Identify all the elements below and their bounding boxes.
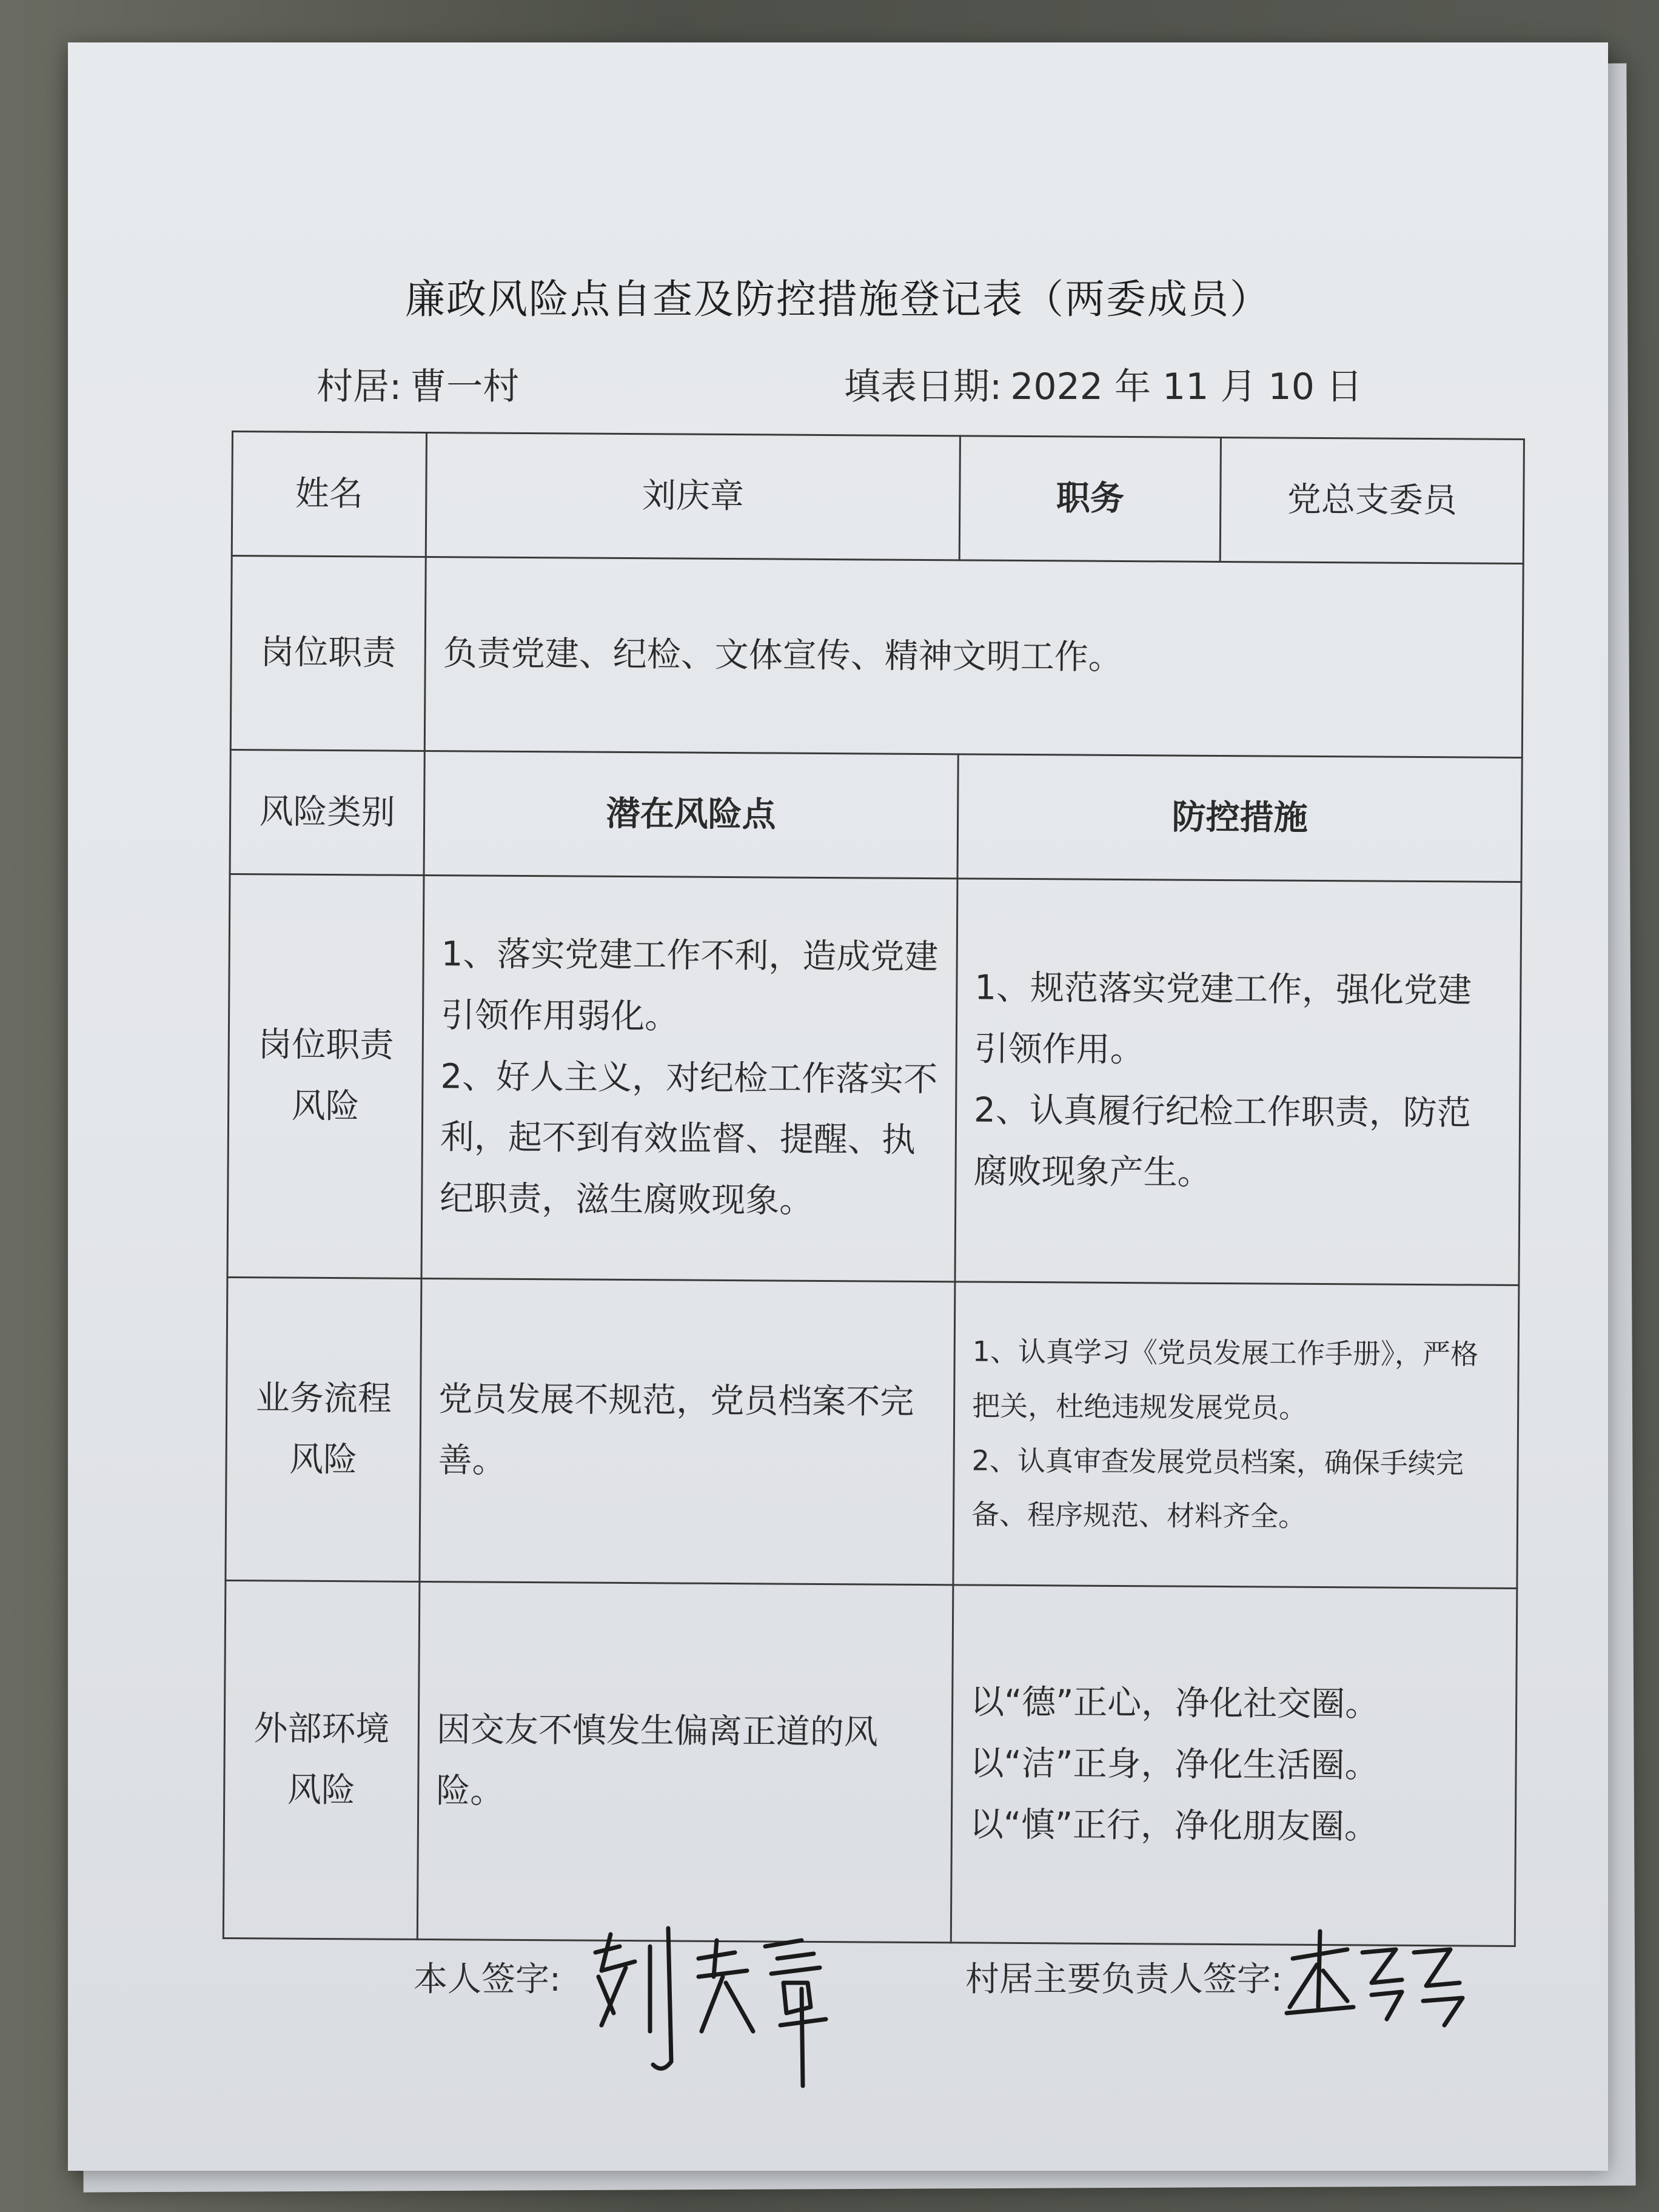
date-field xyxy=(844,358,1362,410)
risk-item: 党员发展不规范，党员档案不完善。 xyxy=(438,1379,914,1481)
measure-item: 以“洁”正身，净化生活圈。 xyxy=(970,1743,1379,1786)
name-label: 姓名 xyxy=(232,432,426,557)
measure-item: 2、认真审查发展党员档案，确保手续完备、程序规范、材料齐全。 xyxy=(971,1443,1464,1533)
duty-value: 负责党建、纪检、文体宣传、精神文明工作。 xyxy=(424,557,1523,757)
table-row xyxy=(230,556,1523,758)
risk-register-table xyxy=(223,431,1525,1947)
risk-cell xyxy=(421,875,957,1281)
table-row xyxy=(226,1277,1519,1588)
measures-cell xyxy=(953,1282,1519,1589)
category-line: 风险 xyxy=(291,1086,360,1127)
table-row xyxy=(227,874,1521,1285)
risk-cell xyxy=(420,1278,955,1584)
self-handwritten-signature xyxy=(577,1910,868,2104)
header-measures: 防控措施 xyxy=(957,754,1522,882)
category-cell xyxy=(227,874,424,1278)
category-line: 风险 xyxy=(289,1439,358,1480)
position-label: 职务 xyxy=(959,436,1221,562)
header-risk: 潜在风险点 xyxy=(424,751,958,878)
category-line: 风险 xyxy=(287,1770,356,1810)
paper-sheet xyxy=(68,42,1608,2171)
position-value: 党总支委员 xyxy=(1220,437,1524,563)
risk-item: 2、好人主义，对纪检工作落实不利，起不到有效监督、提醒、执纪职责，滋生腐败现象。 xyxy=(440,1056,938,1221)
header-category: 风险类别 xyxy=(230,749,424,875)
table-row xyxy=(232,432,1524,564)
name-value: 刘庆章 xyxy=(426,432,960,560)
measure-item: 2、认真履行纪检工作职责，防范腐败现象产生。 xyxy=(973,1090,1471,1193)
duty-label: 岗位职责 xyxy=(230,556,426,751)
self-signature-label: 本人签字: xyxy=(414,1960,561,1999)
category-cell xyxy=(226,1277,421,1581)
measure-item: 以“慎”正行，净化朋友圈。 xyxy=(969,1805,1379,1847)
leader-handwritten-signature xyxy=(1281,1916,1481,2037)
measures-cell xyxy=(951,1585,1517,1946)
date-label: 填表日期: xyxy=(844,366,1002,408)
leader-signature-label: 村居主要负责人签字: xyxy=(965,1960,1282,1999)
table-row xyxy=(223,1580,1517,1946)
date-value: 2022 年 11 月 10 日 xyxy=(1010,366,1362,408)
risk-item: 1、落实党建工作不利，造成党建引领作用弱化。 xyxy=(440,934,939,1037)
category-line: 外部环境 xyxy=(253,1708,390,1749)
measures-cell xyxy=(955,879,1521,1285)
category-line: 业务流程 xyxy=(255,1378,392,1419)
document-title: 廉政风险点自查及防控措施登记表（两委成员） xyxy=(405,276,1271,323)
village-label: 村居: xyxy=(317,366,402,408)
risk-item: 因交友不慎发生偏离正道的风险。 xyxy=(436,1709,879,1811)
table-row xyxy=(230,749,1522,882)
village-value: 曹一村 xyxy=(410,366,520,408)
category-line: 岗位职责 xyxy=(258,1025,394,1065)
measure-item: 以“德”正心，净化社交圈。 xyxy=(970,1682,1379,1724)
category-cell xyxy=(223,1580,420,1939)
risk-cell xyxy=(417,1581,953,1942)
measure-item: 1、认真学习《党员发展工作手册》，严格把关，杜绝违规发展党员。 xyxy=(972,1335,1479,1424)
measure-item: 1、规范落实党建工作，强化党建引领作用。 xyxy=(974,968,1472,1070)
village-field xyxy=(317,358,519,410)
